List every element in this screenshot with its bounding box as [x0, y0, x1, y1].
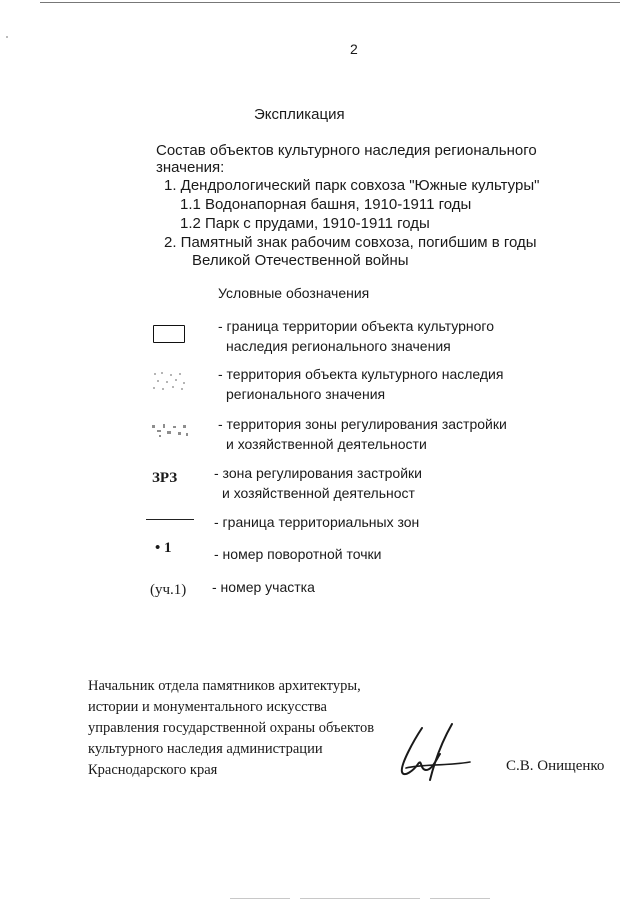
territory-dots-icon	[152, 371, 186, 391]
page-number: 2	[350, 41, 358, 57]
object-item-1-1: 1.1 Водонапорная башня, 1910-1911 годы	[180, 196, 472, 213]
legend-zrz-desc: - зона регулирования застройки и хозяйственной деятельност	[214, 465, 422, 501]
zrz-code-label: ЗРЗ	[152, 470, 178, 486]
object-item-1-2: 1.2 Парк с прудами, 1910-1911 годы	[180, 215, 430, 232]
zone-hatch-icon	[150, 421, 190, 439]
legend-title: Условные обозначения	[218, 285, 370, 301]
signature-position-block	[88, 676, 374, 781]
boundary-rectangle-icon	[153, 325, 185, 343]
position-line-1: Начальник отдела памятников архитектуры,	[88, 678, 361, 694]
scan-noise	[300, 898, 420, 899]
scan-noise	[430, 898, 490, 899]
legend-zone-territory-desc: - территория зоны регулирования застройки и хозяйственной деятельности	[218, 416, 507, 452]
position-line-5: Краснодарского края	[88, 762, 218, 778]
objects-heading-line2: значения:	[156, 159, 225, 176]
explication-title: Экспликация	[254, 106, 345, 123]
position-line-3: управления государственной охраны объектов	[88, 720, 375, 736]
legend-turning-point-desc: - номер поворотной точки	[214, 546, 382, 562]
plot-number-symbol: (уч.1)	[150, 582, 187, 598]
legend-zone-border-desc: - граница территориальных зон	[214, 514, 420, 530]
objects-heading	[156, 142, 537, 176]
objects-heading-line1: Состав объектов культурного наследия регионального	[156, 142, 537, 159]
legend-boundary-desc: - граница территории объекта культурного наследия регионального значения	[218, 318, 495, 354]
object-item-1: 1. Дендрологический парк совхоза "Южные культуры"	[164, 177, 540, 194]
object-item-2-cont: Великой Отечественной войны	[192, 252, 409, 269]
legend-territory-desc: - территория объекта культурного наследия регионального значения	[218, 366, 504, 402]
legend-plot-desc: - номер участка	[212, 579, 315, 595]
scan-noise	[230, 898, 290, 899]
handwritten-signature	[392, 720, 472, 785]
zone-border-line-icon	[146, 519, 194, 520]
object-item-2: 2. Памятный знак рабочим совхоза, погибшим в годы	[164, 234, 537, 251]
signer-name: С.В. Онищенко	[506, 758, 605, 774]
scan-mark	[6, 36, 8, 38]
turning-point-symbol: • 1	[155, 540, 172, 556]
top-border-line	[40, 2, 620, 3]
position-line-4: культурного наследия администрации	[88, 741, 323, 757]
position-line-2: истории и монументального искусства	[88, 699, 327, 715]
